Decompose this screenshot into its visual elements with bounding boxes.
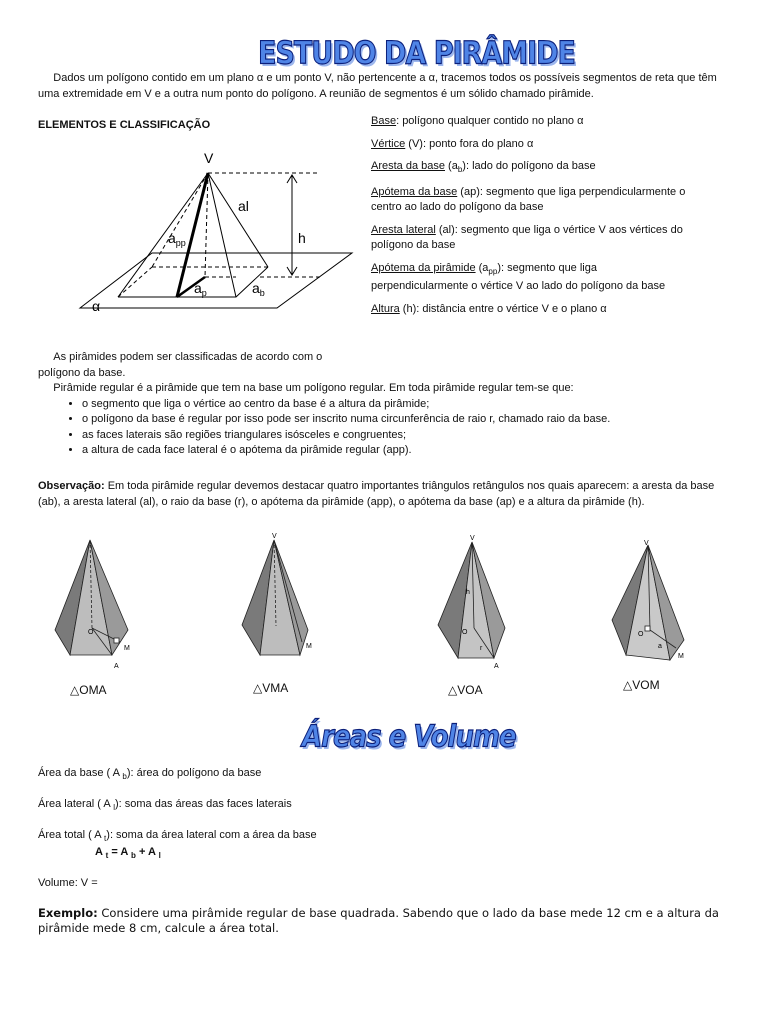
def-base: Base: polígono qualquer contido no plano α [371,115,584,127]
intro-paragraph: Dados um polígono contido em um plano α e um ponto V, não pertencente a α, tracemos todos os possíveis segmentos de reta que têm uma extremidade em V e a outra num ponto do polígono. A reunião de segmentos é um sólido chamado pirâmide. [38,72,717,100]
list-item: • as faces laterais são regiões triangulares isósceles e congruentes; [82,428,758,444]
classification-bullets [38,397,758,459]
point-m-label: M [124,645,130,652]
area-total: Área total ( A $_t$): soma da área lateral com a área da base [38,829,317,844]
list-item: • o polígono da base é regular por isso pode ser inscrito numa circunferência de raio r, chamado raio da base. [82,412,758,428]
section-heading: ELEMENTOS E CLASSIFICAÇÃO [38,119,211,131]
def-aresta-base: Aresta da base $(a_b)$: lado do polígono da base [371,160,596,175]
label-app: $a_{pp}$ [168,230,186,248]
pyramid-vma [242,540,308,655]
point-o-label: O [462,629,468,636]
point-o-label: O [638,631,644,638]
point-m-label: M [678,653,684,660]
classification-p1: As pirâmides podem ser classificadas de acordo com o polígono da base. [38,351,323,379]
list-item: • o segmento que liga o vértice ao centro da base é a altura da pirâmide; [82,397,758,413]
triangle-caption: △OMA [70,683,107,697]
pyramid-voa [438,542,505,658]
plane-alpha [80,253,352,308]
def-apotema-base: Apótema da base (ap): segmento que liga perpendicularmente o centro ao lado do polígono da base [371,185,686,214]
def-vertice: Vértice (V): ponto fora do plano α [371,137,534,150]
point-a-label: A [114,663,119,670]
area-total-formula: A $_t$ = A $_b$ + A $_l$ [95,846,161,861]
point-v-label: V [470,535,475,542]
def-aresta-lateral: Aresta lateral (al): segmento que liga o vértice V aos vértices do polígono da base [371,223,683,252]
triangle-caption: △VOA [448,683,483,697]
point-h-label: h [466,589,470,596]
point-v-label: V [644,540,649,547]
page-title: ESTUDO DA PIRÂMIDE [258,36,575,72]
classification-p2: Pirâmide regular é a pirâmide que tem na base um polígono regular. Em toda pirâmide regular tem-se que: [53,382,574,394]
point-r-label: r [480,645,483,652]
volume-line: Volume: V = [38,877,98,889]
triangle-caption: △VMA [253,681,289,695]
area-lateral: Área lateral ( A $_l$): soma das áreas das faces laterais [38,798,292,813]
label-ap: $a_p$ [194,280,207,298]
point-m-label: M [306,643,312,650]
point-a-label: A [494,663,499,670]
list-item: • a altura de cada face lateral é o apótema da pirâmide regular (app). [82,443,758,459]
label-height: h [298,230,306,246]
label-ab: $a_b$ [252,280,265,298]
point-o-label: O [88,629,94,636]
observation: Observação: Em toda pirâmide regular devemos destacar quatro importantes triângulos retângulos nos quais aparecem: a aresta da base (ab), a aresta lateral (al), o raio da base (r), o apótema da pirâmide (app), o apótema da base (ap) e a altura da pirâmide (h). [38,480,715,508]
pyramid-diagram [70,145,370,320]
label-lateral-edge: al [238,198,249,214]
def-apotema-piramide: Apótema da pirâmide $(a_{pp})$: segmento que liga perpendicularmente o vértice V ao lado do polígono da base [371,261,666,293]
point-a-label: a [658,643,662,650]
triangles-figure [50,530,740,680]
triangle-caption: △VOM [623,678,660,692]
pyramid-oma [55,540,128,655]
areas-title: Áreas e Volume [302,720,516,755]
classification-section [38,350,758,459]
definitions-list [371,114,691,324]
label-plane: α [92,298,101,314]
pyramid-vom [612,545,684,660]
example: Exemplo: Considere uma pirâmide regular de base quadrada. Sabendo que o lado da base mede 12 cm e a altura da pirâmide mede 8 cm, calcule a área total. [38,906,719,935]
area-base: Área da base ( A $_b$): área do polígono da base [38,767,262,782]
label-vertex: V [204,150,214,166]
point-v-label: V [272,533,277,540]
def-altura: Altura (h): distância entre o vértice V e o plano α [371,302,607,315]
